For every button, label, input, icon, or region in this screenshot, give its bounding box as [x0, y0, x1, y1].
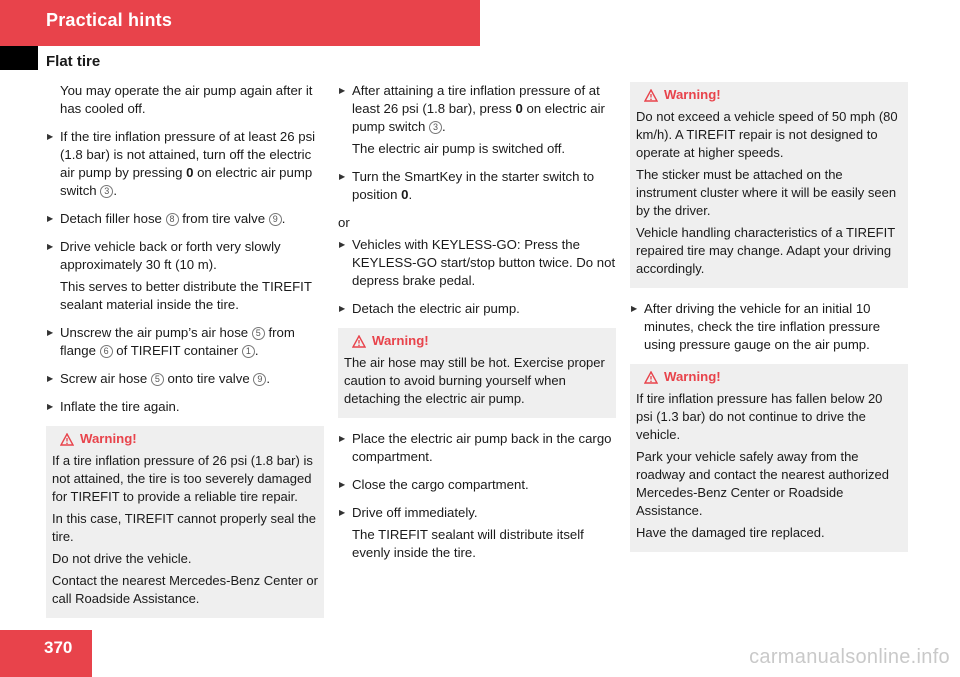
step-item: ▶ After attaining a tire inflation pressure of at least 26 psi (1.8 bar), press 0 on electric air pump switch 3 .	[338, 82, 616, 136]
warning-triangle-icon	[644, 89, 658, 102]
step-item: ▶ Place the electric air pump back in the cargo compartment.	[338, 430, 616, 466]
step-item: ▶ Inflate the tire again.	[46, 398, 324, 416]
warning-triangle-icon	[352, 335, 366, 348]
warning-title: Warning!	[372, 333, 429, 348]
callout-number: 5	[151, 373, 164, 386]
column-1	[46, 82, 324, 630]
page-number: 370	[44, 638, 73, 657]
section-tab-marker	[0, 46, 38, 70]
callout-number: 5	[252, 327, 265, 340]
warning-triangle-icon	[60, 433, 74, 446]
key-label: 0	[401, 187, 409, 202]
chapter-title: Practical hints	[46, 10, 173, 30]
step-item: ▶ Unscrew the air pump’s air hose 5 from flange 6 of TIREFIT container 1 .	[46, 324, 324, 360]
warning-box	[630, 364, 908, 552]
step-item: ▶ Screw air hose 5 onto tire valve 9 .	[46, 370, 324, 388]
warning-header	[344, 332, 610, 350]
step-note: The electric air pump is switched off.	[352, 141, 566, 156]
section-title: Flat tire	[46, 53, 101, 70]
step-item: ▶ After driving the vehicle for an initial 10 minutes, check the tire inflation pressure using pressure gauge on the air pump.	[630, 300, 908, 354]
callout-number: 6	[100, 345, 113, 358]
key-label: 0	[515, 101, 523, 116]
key-label: 0	[186, 165, 194, 180]
column-2	[338, 82, 616, 572]
warning-text: Park your vehicle safely away from the roadway and contact the nearest authorized Mercedes-Benz Center or Roadside Assistance.	[636, 449, 889, 518]
step-item: ▶ Drive off immediately.	[338, 504, 616, 522]
warning-text: The sticker must be attached on the instrument cluster where it will be easily seen by the driver.	[636, 167, 897, 218]
step-note: This serves to better distribute the TIREFIT sealant material inside the tire.	[60, 279, 312, 312]
warning-header	[636, 368, 902, 386]
warning-title: Warning!	[664, 87, 721, 102]
warning-header	[636, 86, 902, 104]
callout-number: 3	[100, 185, 113, 198]
warning-text: If tire inflation pressure has fallen below 20 psi (1.3 bar) do not continue to drive the vehicle.	[636, 391, 883, 442]
callout-number: 9	[269, 213, 282, 226]
warning-box	[630, 82, 908, 288]
callout-number: 8	[166, 213, 179, 226]
column-3	[630, 82, 908, 564]
step-item: ▶ Close the cargo compartment.	[338, 476, 616, 494]
warning-text: Do not exceed a vehicle speed of 50 mph (80 km/h). A TIREFIT repair is not designed to operate at higher speeds.	[636, 109, 898, 160]
warning-text: If a tire inflation pressure of 26 psi (1.8 bar) is not attained, the tire is too severely damaged for TIREFIT to provide a reliable tire repair.	[52, 453, 313, 504]
warning-triangle-icon	[644, 371, 658, 384]
warning-text: Have the damaged tire replaced.	[636, 525, 825, 540]
intro-text: You may operate the air pump again after it has cooled off.	[60, 83, 313, 116]
callout-number: 9	[253, 373, 266, 386]
step-item: ▶ If the tire inflation pressure of at least 26 psi (1.8 bar) is not attained, turn off the electric air pump by pressing 0 on electric air pump switch 3 .	[46, 128, 324, 200]
warning-text: Vehicle handling characteristics of a TIREFIT repaired tire may change. Adapt your driving accordingly.	[636, 225, 895, 276]
step-item: ▶ Turn the SmartKey in the starter switch to position 0.	[338, 168, 616, 204]
warning-title: Warning!	[80, 431, 137, 446]
step-item: ▶ Detach filler hose 8 from tire valve 9 .	[46, 210, 324, 228]
warning-text: In this case, TIREFIT cannot properly seal the tire.	[52, 511, 316, 544]
warning-title: Warning!	[664, 369, 721, 384]
step-note: The TIREFIT sealant will distribute itself evenly inside the tire.	[352, 527, 584, 560]
warning-header	[52, 430, 318, 448]
watermark: carmanualsonline.info	[749, 646, 950, 668]
warning-box	[338, 328, 616, 418]
or-separator: or	[338, 215, 350, 230]
step-item: ▶ Vehicles with KEYLESS-GO: Press the KEYLESS-GO start/stop button twice. Do not depress brake pedal.	[338, 236, 616, 290]
warning-text: The air hose may still be hot. Exercise proper caution to avoid burning yourself when detaching the electric air pump.	[344, 355, 605, 406]
step-item: ▶ Drive vehicle back or forth very slowly approximately 30 ft (10 m).	[46, 238, 324, 274]
callout-number: 3	[429, 121, 442, 134]
warning-box	[46, 426, 324, 618]
callout-number: 1	[242, 345, 255, 358]
warning-text: Do not drive the vehicle.	[52, 551, 192, 566]
warning-text: Contact the nearest Mercedes-Benz Center or call Roadside Assistance.	[52, 573, 318, 606]
step-item: ▶ Detach the electric air pump.	[338, 300, 616, 318]
